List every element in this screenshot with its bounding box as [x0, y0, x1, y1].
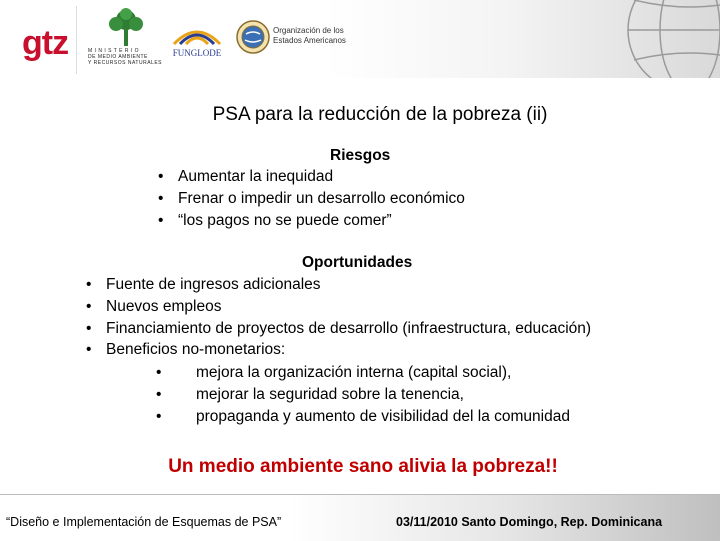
footer-event-name: “Diseño e Implementación de Esquemas de PSA” [6, 515, 282, 529]
footer-date-location: 03/11/2010 Santo Domingo, Rep. Dominicana [396, 515, 663, 529]
list-item [158, 166, 465, 188]
list-item [86, 339, 591, 361]
list-item-text: “los pagos no se puede comer” [178, 211, 392, 229]
list-item [86, 274, 591, 296]
list-item [86, 318, 591, 340]
bullet-icon: • [158, 168, 164, 185]
beneficios-sub-list [156, 362, 570, 427]
tree-icon [106, 8, 146, 48]
bullet-icon: • [86, 319, 92, 337]
bullet-icon: • [156, 385, 162, 403]
sub-list-item [156, 362, 570, 384]
bullet-icon: • [86, 276, 92, 293]
bullet-icon: • [156, 407, 162, 425]
globe-watermark-icon [610, 0, 720, 78]
list-item [158, 188, 465, 210]
oportunidades-heading: Oportunidades [302, 254, 413, 271]
ministry-name [88, 48, 168, 66]
gtz-logo-box [8, 6, 77, 74]
list-item [86, 296, 591, 318]
bullet-icon: • [158, 211, 164, 229]
oea-logo [236, 20, 366, 60]
list-item-text: Financiamiento de proyectos de desarrollo (infraestructura, educación) [106, 319, 592, 337]
tagline: Un medio ambiente sano alivia la pobreza!! [168, 456, 558, 477]
ministry-line-2: DE MEDIO AMBIENTE [88, 54, 148, 60]
list-item-text: Fuente de ingresos adicionales [106, 276, 321, 293]
bullet-icon: • [86, 341, 92, 359]
oea-line-1: Organización de los [273, 26, 344, 35]
sub-list-item-text: propaganda y aumento de visibilidad del la comunidad [196, 407, 570, 425]
list-item [158, 210, 465, 232]
bullet-icon: • [158, 189, 164, 207]
list-item-text: Beneficios no-monetarios: [106, 341, 286, 359]
list-item-text: Nuevos empleos [106, 297, 222, 315]
riesgos-list [158, 166, 465, 231]
funglode-emblem-icon [168, 18, 226, 48]
oea-name [273, 26, 373, 46]
sub-list-item-text: mejora la organización interna (capital social), [196, 364, 512, 381]
ministry-logo [88, 8, 160, 74]
ministry-line-3: Y RECURSOS NATURALES [88, 60, 162, 66]
footer-band [0, 494, 720, 541]
funglode-text: FUNGLODE [172, 48, 222, 58]
slide-title: PSA para la reducción de la pobreza (ii) [212, 104, 548, 125]
sub-list-item [156, 384, 570, 406]
funglode-logo [168, 18, 226, 66]
bullet-icon: • [156, 364, 162, 381]
ministry-line-1: M I N I S T E R I O [88, 48, 139, 54]
list-item-text: Aumentar la inequidad [178, 168, 334, 185]
header-band [0, 0, 720, 78]
bullet-icon: • [86, 297, 92, 315]
riesgos-heading: Riesgos [330, 147, 391, 164]
list-item-text: Frenar o impedir un desarrollo económico [178, 189, 465, 207]
gtz-logo: gtz [22, 24, 69, 62]
sub-list-item [156, 406, 570, 428]
sub-list-item-text: mejorar la seguridad sobre la tenencia, [196, 385, 464, 403]
oea-seal-icon [236, 20, 270, 54]
oea-line-2: Estados Americanos [273, 36, 346, 45]
oportunidades-list [86, 274, 591, 361]
